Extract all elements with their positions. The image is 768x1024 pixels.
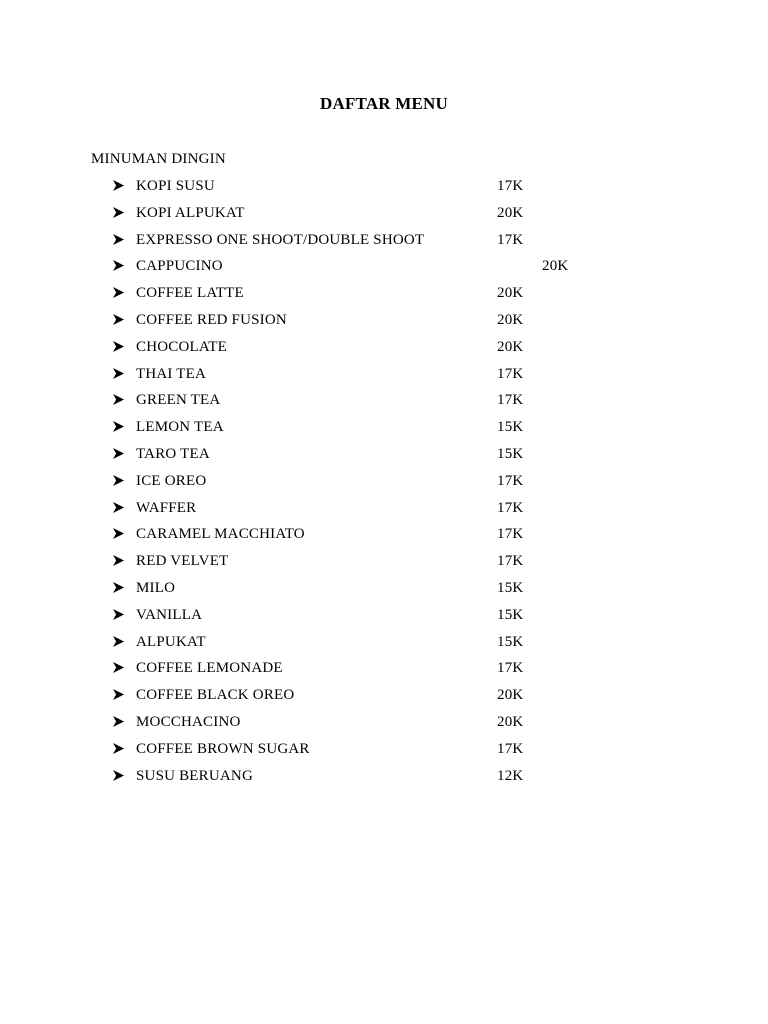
menu-item bbox=[0, 202, 768, 229]
menu-item bbox=[0, 389, 768, 416]
menu-item bbox=[0, 282, 768, 309]
menu-item bbox=[0, 443, 768, 470]
menu-item bbox=[0, 470, 768, 497]
arrow-bullet-icon bbox=[112, 742, 125, 755]
arrow-bullet-icon bbox=[112, 527, 125, 540]
menu-item-name: KOPI SUSU bbox=[136, 178, 215, 194]
arrow-bullet-icon bbox=[112, 206, 125, 219]
arrow-bullet-icon bbox=[112, 286, 125, 299]
menu-item-name: TARO TEA bbox=[136, 445, 210, 462]
menu-item bbox=[0, 684, 768, 711]
menu-item bbox=[0, 416, 768, 443]
arrow-bullet-icon bbox=[112, 501, 125, 514]
menu-item-name: COFFEE RED FUSION bbox=[136, 311, 287, 328]
menu-item-name: COFFEE BLACK OREO bbox=[136, 687, 295, 704]
menu-item-price: 17K bbox=[497, 392, 524, 409]
arrow-bullet-icon bbox=[112, 179, 125, 192]
menu-item-price: 17K bbox=[497, 231, 524, 248]
menu-list bbox=[0, 175, 768, 791]
menu-item bbox=[0, 175, 768, 202]
menu-item bbox=[0, 577, 768, 604]
menu-item-price: 17K bbox=[497, 526, 524, 543]
menu-item bbox=[0, 336, 768, 363]
menu-item-name: EXPRESSO ONE SHOOT/DOUBLE SHOOT bbox=[136, 231, 425, 248]
menu-item-price: 17K bbox=[497, 499, 524, 516]
menu-item-price: 20K bbox=[497, 338, 524, 355]
menu-item bbox=[0, 604, 768, 631]
menu-item-name: COFFEE LATTE bbox=[136, 285, 244, 302]
menu-item bbox=[0, 631, 768, 658]
arrow-bullet-icon bbox=[112, 474, 125, 487]
arrow-bullet-icon bbox=[112, 635, 125, 648]
arrow-bullet-icon bbox=[112, 608, 125, 621]
menu-item-price: 17K bbox=[497, 740, 524, 757]
arrow-bullet-icon bbox=[112, 769, 125, 782]
menu-item-name: RED VELVET bbox=[136, 553, 229, 570]
menu-item-price: 15K bbox=[497, 606, 524, 623]
menu-item-price: 20K bbox=[497, 713, 524, 730]
menu-item-name: VANILLA bbox=[136, 606, 203, 623]
arrow-bullet-icon bbox=[112, 313, 125, 326]
menu-item-price: 20K bbox=[542, 258, 569, 275]
menu-item-name: KOPI ALPUKAT bbox=[136, 204, 245, 221]
section-title: MINUMAN DINGIN bbox=[91, 151, 226, 167]
menu-item-name: CHOCOLATE bbox=[136, 338, 227, 355]
arrow-bullet-icon bbox=[112, 554, 125, 567]
menu-item bbox=[0, 363, 768, 390]
menu-item bbox=[0, 765, 768, 792]
menu-item bbox=[0, 497, 768, 524]
menu-item-price: 17K bbox=[497, 472, 524, 489]
menu-item bbox=[0, 711, 768, 738]
menu-item bbox=[0, 738, 768, 765]
menu-item bbox=[0, 229, 768, 256]
arrow-bullet-icon bbox=[112, 688, 125, 701]
menu-item bbox=[0, 255, 768, 282]
arrow-bullet-icon bbox=[112, 367, 125, 380]
menu-item-price: 20K bbox=[497, 285, 524, 302]
page-title: DAFTAR MENU bbox=[320, 94, 448, 113]
menu-item-name: GREEN TEA bbox=[136, 392, 221, 409]
menu-item-price: 15K bbox=[497, 633, 524, 650]
menu-item-name: ALPUKAT bbox=[136, 633, 206, 650]
menu-item-name: CARAMEL MACCHIATO bbox=[136, 526, 305, 543]
menu-item-price: 15K bbox=[497, 419, 524, 436]
menu-item bbox=[0, 550, 768, 577]
arrow-bullet-icon bbox=[112, 420, 125, 433]
menu-item-price: 20K bbox=[497, 204, 524, 221]
arrow-bullet-icon bbox=[112, 340, 125, 353]
arrow-bullet-icon bbox=[112, 715, 125, 728]
menu-item-price: 15K bbox=[497, 445, 524, 462]
menu-item-price: 20K bbox=[497, 311, 524, 328]
menu-item-name: SUSU BERUANG bbox=[136, 767, 254, 784]
arrow-bullet-icon bbox=[112, 259, 125, 272]
menu-item-price: 17K bbox=[497, 178, 524, 194]
menu-item bbox=[0, 309, 768, 336]
menu-item-price: 17K bbox=[497, 660, 524, 677]
menu-item-price: 20K bbox=[497, 687, 524, 704]
menu-item-name: COFFEE BROWN SUGAR bbox=[136, 740, 310, 757]
menu-item-price: 17K bbox=[497, 365, 524, 382]
menu-item-price: 12K bbox=[497, 767, 524, 784]
menu-item-name: ICE OREO bbox=[136, 472, 207, 489]
menu-item-name: THAI TEA bbox=[136, 365, 207, 382]
menu-item-name: WAFFER bbox=[136, 499, 197, 516]
menu-item bbox=[0, 523, 768, 550]
menu-item-name: MOCCHACINO bbox=[136, 713, 241, 730]
arrow-bullet-icon bbox=[112, 447, 125, 460]
menu-item-price: 15K bbox=[497, 579, 524, 596]
arrow-bullet-icon bbox=[112, 661, 125, 674]
arrow-bullet-icon bbox=[112, 581, 125, 594]
menu-item-name: COFFEE LEMONADE bbox=[136, 660, 283, 677]
menu-item-name: CAPPUCINO bbox=[136, 258, 223, 275]
menu-item bbox=[0, 657, 768, 684]
menu-item-price: 17K bbox=[497, 553, 524, 570]
arrow-bullet-icon bbox=[112, 393, 125, 406]
menu-item-name: LEMON TEA bbox=[136, 419, 224, 436]
arrow-bullet-icon bbox=[112, 233, 125, 246]
menu-item-name: MILO bbox=[136, 579, 176, 596]
